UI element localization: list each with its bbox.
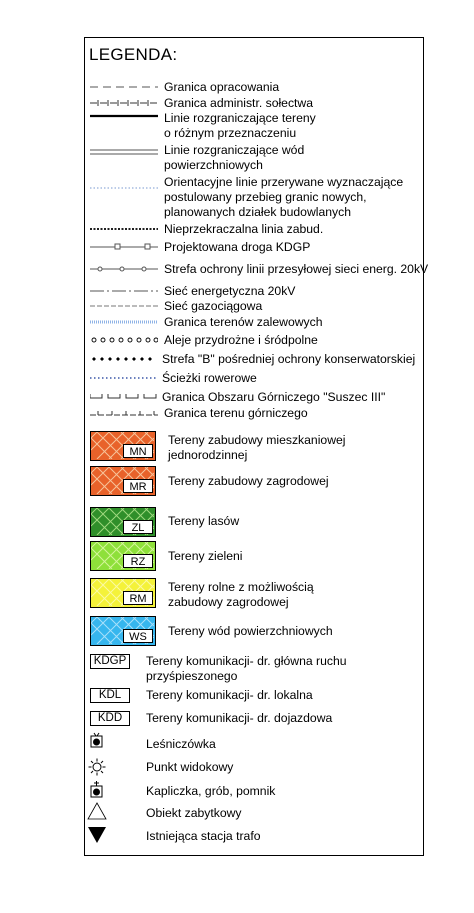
- label-punkt-widokowy: Punkt widokowy: [146, 760, 234, 774]
- label-teren-gorniczy: Granica terenu górniczego: [164, 406, 308, 420]
- zone-code-zl: ZL: [123, 520, 153, 534]
- gas-network-symbol: [90, 303, 158, 309]
- admin-boundary-symbol: [90, 98, 158, 108]
- label-obiekt-zabytkowy: Obiekt zabytkowy: [146, 806, 242, 820]
- monument-triangle-icon: [87, 802, 107, 820]
- dashed-boundary-symbol: [90, 83, 158, 91]
- power-line-zone-symbol: [90, 264, 158, 274]
- zone-swatch-rz: [90, 541, 156, 571]
- mining-terrain-boundary-symbol: [90, 408, 158, 418]
- conservation-zone-b-symbol: [90, 355, 158, 363]
- plot-division-symbol: [90, 186, 158, 190]
- water-boundary-symbol: [90, 148, 158, 156]
- label-linie-tereny: Linie rozgraniczające tereny o różnym przeznaczeniu: [164, 111, 316, 140]
- label-zone-mn: Tereny zabudowy mieszkaniowej jednorodzinnej: [168, 433, 346, 462]
- zone-swatch-zl: [90, 507, 156, 537]
- label-linie-wod: Linie rozgraniczające wód powierzchniowych: [164, 143, 305, 172]
- label-road-kdgp: Tereny komunikacji- dr. główna ruchu przyśpieszonego: [146, 654, 347, 683]
- label-granica-opracowania: Granica opracowania: [164, 80, 280, 94]
- viewpoint-icon: [88, 758, 106, 776]
- label-siec-energ: Sieć energetyczna 20kV: [164, 284, 296, 298]
- label-aleje: Aleje przydrożne i śródpolne: [164, 333, 318, 347]
- label-road-kdl: Tereny komunikacji- dr. lokalna: [146, 688, 313, 702]
- label-strefa-ochrony: Strefa ochrony linii przesyłowej sieci energ. 20kV: [164, 262, 429, 276]
- label-lesniczowka: Leśniczówka: [146, 737, 216, 751]
- planned-road-symbol: [90, 242, 158, 252]
- chapel-icon: [89, 781, 105, 798]
- zone-code-rz: RZ: [123, 554, 153, 568]
- mining-area-boundary-symbol: [90, 391, 158, 401]
- road-code-kdl: KDL: [90, 688, 130, 703]
- label-zone-rz: Tereny zieleni: [168, 549, 243, 563]
- bike-path-symbol: [90, 375, 158, 381]
- forester-lodge-icon: [89, 732, 105, 748]
- zone-code-rm: RM: [123, 591, 153, 605]
- zone-code-mn: MN: [123, 444, 153, 458]
- label-road-kdd: Tereny komunikacji- dr. dojazdowa: [146, 711, 333, 725]
- flood-boundary-symbol: [90, 319, 158, 325]
- label-zalewowe: Granica terenów zalewowych: [164, 315, 323, 329]
- label-zone-ws: Tereny wód powierzchniowych: [168, 624, 333, 638]
- power-network-symbol: [90, 287, 158, 295]
- label-sciezki: Ścieżki rowerowe: [162, 371, 257, 385]
- zone-code-mr: MR: [123, 479, 153, 493]
- label-siec-gaz: Sieć gazociągowa: [164, 299, 263, 313]
- label-strefa-b: Strefa "B" pośredniej ochrony konserwatorskiej: [162, 352, 416, 366]
- label-nieprzekraczalna: Nieprzekraczalna linia zabud.: [164, 222, 324, 236]
- zone-swatch-rm: [90, 578, 156, 608]
- label-stacja-trafo: Istniejąca stacja trafo: [146, 829, 261, 843]
- alley-symbol: [90, 336, 158, 344]
- zone-code-ws: WS: [123, 629, 153, 643]
- road-code-kdgp: KDGP: [90, 654, 130, 669]
- label-zone-mr: Tereny zabudowy zagrodowej: [168, 474, 329, 488]
- zone-swatch-ws: [90, 616, 156, 646]
- zone-swatch-mn: [90, 431, 156, 461]
- label-zone-rm: Tereny rolne z możliwością zabudowy zagrodowej: [168, 580, 314, 609]
- road-code-kdd: KDD: [90, 711, 130, 726]
- label-granica-administr: Granica administr. sołectwa: [164, 96, 314, 110]
- building-line-symbol: [90, 226, 158, 232]
- zone-boundary-symbol: [90, 113, 158, 119]
- label-obszar-gorniczy: Granica Obszaru Górniczego "Suszec III": [162, 390, 386, 404]
- label-kapliczka: Kapliczka, grób, pomnik: [146, 784, 276, 798]
- label-zone-zl: Tereny lasów: [168, 514, 240, 528]
- label-orientacyjne: Orientacyjne linie przerywane wyznaczające postulowany przebieg granic nowych, planowanych działek budowlanych: [164, 175, 404, 219]
- label-droga-kdgp: Projektowana droga KDGP: [164, 240, 311, 254]
- zone-swatch-mr: [90, 466, 156, 496]
- legend-title: LEGENDA:: [89, 45, 178, 64]
- transformer-station-icon: [87, 826, 107, 844]
